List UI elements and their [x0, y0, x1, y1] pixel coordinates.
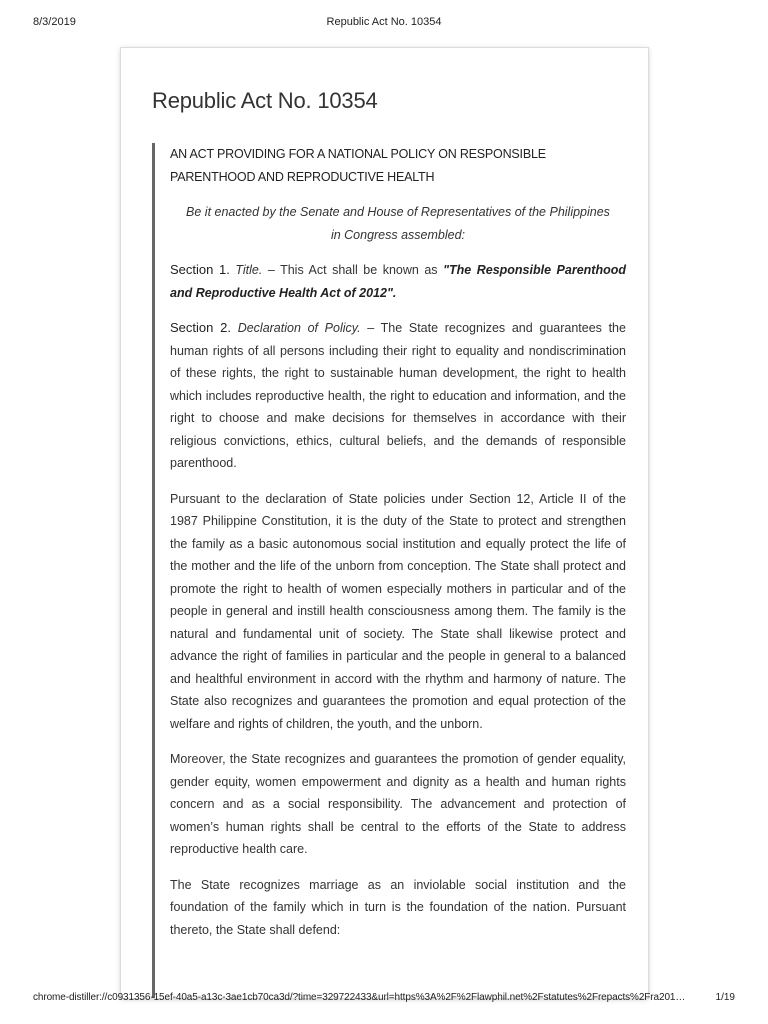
print-title: Republic Act No. 10354: [326, 16, 442, 28]
print-url: chrome-distiller://c0931356-15ef-40a5-a13c-3ae1cb70ca3d/?time=329722433&url=https%3A%2F%2Flawphil.net%2Fstatutes%2Frepacts%2Fra201…: [33, 992, 686, 1003]
paragraph-state-policies: Pursuant to the declaration of State policies under Section 12, Article II of the 1987 Philippine Constitution, it is the duty of the State to protect and strengthen the family as a basic autonomous social institution and equally protect the life of the mother and the life of the unborn from conception. The State shall protect and promote the right to health of women especially mothers in particular and of the people in general and instill health consciousness among them. The family is the natural and fundamental unit of society. The State shall likewise protect and advance the right of families in particular and the people in general to a balanced and healthful environment in accord with the rhythm and harmony of nature. The State also recognizes and guarantees the promotion and equal protection of the welfare and rights of children, the youth, and the unborn.: [170, 491, 626, 731]
document-title: Republic Act No. 10354: [152, 88, 378, 113]
act-heading-line2: PARENTHOOD AND REPRODUCTIVE HEALTH: [170, 169, 435, 184]
enacting-clause-line2: in Congress assembled:: [330, 227, 466, 242]
document-card: [121, 48, 648, 998]
print-page-number: 1/19: [715, 992, 735, 1003]
enacting-clause-line1: Be it enacted by the Senate and House of Representatives of the Philippines: [186, 205, 610, 219]
section-1-text: – This Act shall be known as: [262, 263, 444, 277]
act-heading-line1: AN ACT PROVIDING FOR A NATIONAL POLICY ON RESPONSIBLE: [170, 147, 546, 161]
section-1-title: Title.: [235, 263, 263, 277]
section-2-label: Section 2.: [170, 320, 232, 335]
section-1-short-title: "The Responsible Parenthood and Reproductive Health Act of 2012".: [170, 263, 626, 300]
paragraph-marriage: The State recognizes marriage as an inviolable social institution and the foundation of the family which in turn is the foundation of the nation. Pursuant thereto, the State shall defend:: [170, 877, 626, 937]
print-date: 8/3/2019: [33, 16, 76, 28]
section-1-label: Section 1.: [170, 262, 230, 277]
section-2-title: Declaration of Policy.: [237, 321, 361, 335]
paragraph-gender-equality: Moreover, the State recognizes and guarantees the promotion of gender equality, gender equity, women empowerment and dignity as a health and human rights concern and as a social responsibility. The advancement and protection of women’s human rights shall be central to the efforts of the State to address reproductive health care.: [170, 752, 626, 856]
section-1: [170, 259, 626, 304]
enacting-clause: [170, 201, 626, 246]
act-heading: [170, 143, 626, 188]
print-header: [0, 0, 768, 40]
section-2: [170, 317, 626, 475]
print-footer: [0, 988, 768, 1012]
section-2-text: – The State recognizes and guarantees the human rights of all persons including their right to equality and nondiscrimination of these rights, the right to sustainable human development, the right to health which includes reproductive health, the right to education and information, and the right to choose and make decisions for themselves in accordance with their religious convictions, ethics, cultural beliefs, and the demands of responsible parenthood.: [170, 321, 626, 470]
document-body: [152, 143, 626, 998]
